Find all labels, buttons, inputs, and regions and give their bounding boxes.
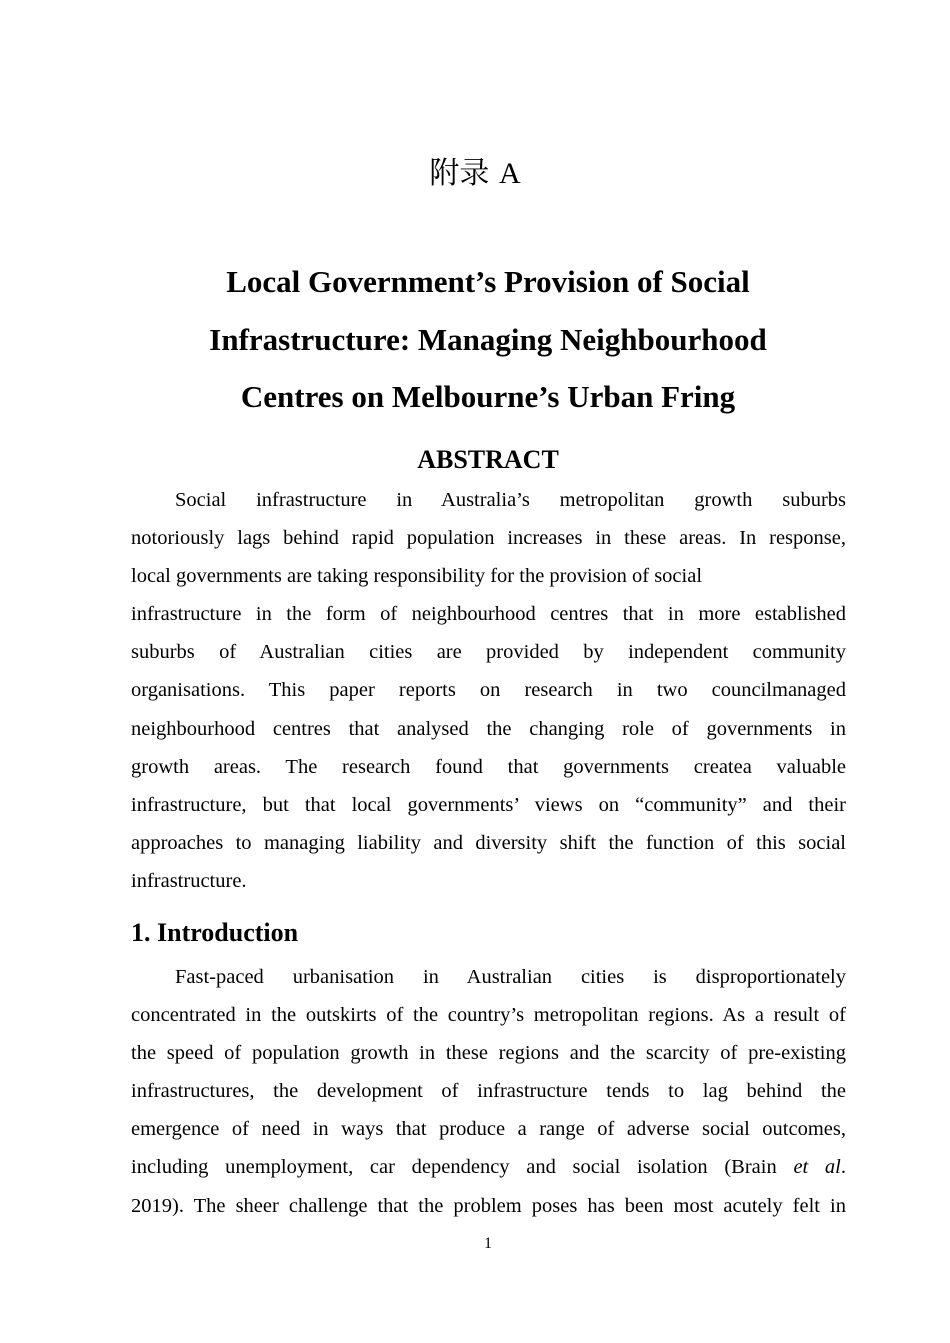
introduction-line: Fast-paced urbanisation in Australian cities is disproportionately xyxy=(175,966,846,988)
abstract-line: growth areas. The research found that governments createa valuable xyxy=(131,755,846,778)
abstract-body xyxy=(131,481,846,900)
paper-title xyxy=(0,253,950,426)
introduction-body xyxy=(131,958,846,1225)
introduction-line: emergence of need in ways that produce a range of adverse social outcomes, xyxy=(131,1118,846,1141)
title-line: Infrastructure: Managing Neighbourhood xyxy=(209,321,767,357)
introduction-line xyxy=(131,1148,846,1186)
introduction-line: concentrated in the outskirts of the country’s metropolitan regions. As a result of xyxy=(131,1004,846,1027)
appendix-label-cn: 附录 xyxy=(429,156,490,191)
abstract-heading: ABSTRACT xyxy=(417,445,559,474)
abstract-line: approaches to managing liability and diversity shift the function of this social xyxy=(131,831,846,854)
abstract-line: infrastructure, but that local governments’ views on “community” and their xyxy=(131,793,846,816)
title-line: Local Government’s Provision of Social xyxy=(226,264,750,299)
abstract-line: organisations. This paper reports on research in two councilmanaged xyxy=(131,679,846,702)
abstract-line: notoriously lags behind rapid population increases in these areas. In response, xyxy=(131,527,846,550)
citation-et-al: et al xyxy=(793,1156,841,1179)
introduction-line: 2019). The sheer challenge that the problem poses has been most acutely felt in xyxy=(131,1194,846,1217)
abstract-line: suburbs of Australian cities are provided by independent community xyxy=(131,641,846,664)
abstract-line: neighbourhood centres that analysed the changing role of governments in xyxy=(131,717,846,740)
introduction-line: the speed of population growth in these regions and the scarcity of pre-existing xyxy=(131,1042,846,1065)
abstract-line: infrastructure. xyxy=(131,869,247,892)
introduction-line-text: including unemployment, car dependency and social isolation (Brain xyxy=(131,1156,777,1179)
title-line: Centres on Melbourne’s Urban Fring xyxy=(240,379,736,414)
appendix-label xyxy=(0,152,950,196)
appendix-label-letter: A xyxy=(498,157,521,190)
abstract-line: Social infrastructure in Australia’s metropolitan growth suburbs xyxy=(175,489,846,511)
section-heading-introduction: 1. Introduction xyxy=(131,918,299,947)
page-number: 1 xyxy=(484,1235,492,1252)
introduction-line: infrastructures, the development of infrastructure tends to lag behind the xyxy=(131,1080,846,1103)
abstract-line: local governments are taking responsibility for the provision of social xyxy=(131,565,703,588)
abstract-line: infrastructure in the form of neighbourhood centres that in more established xyxy=(131,603,846,626)
citation-period: . xyxy=(840,1156,846,1179)
